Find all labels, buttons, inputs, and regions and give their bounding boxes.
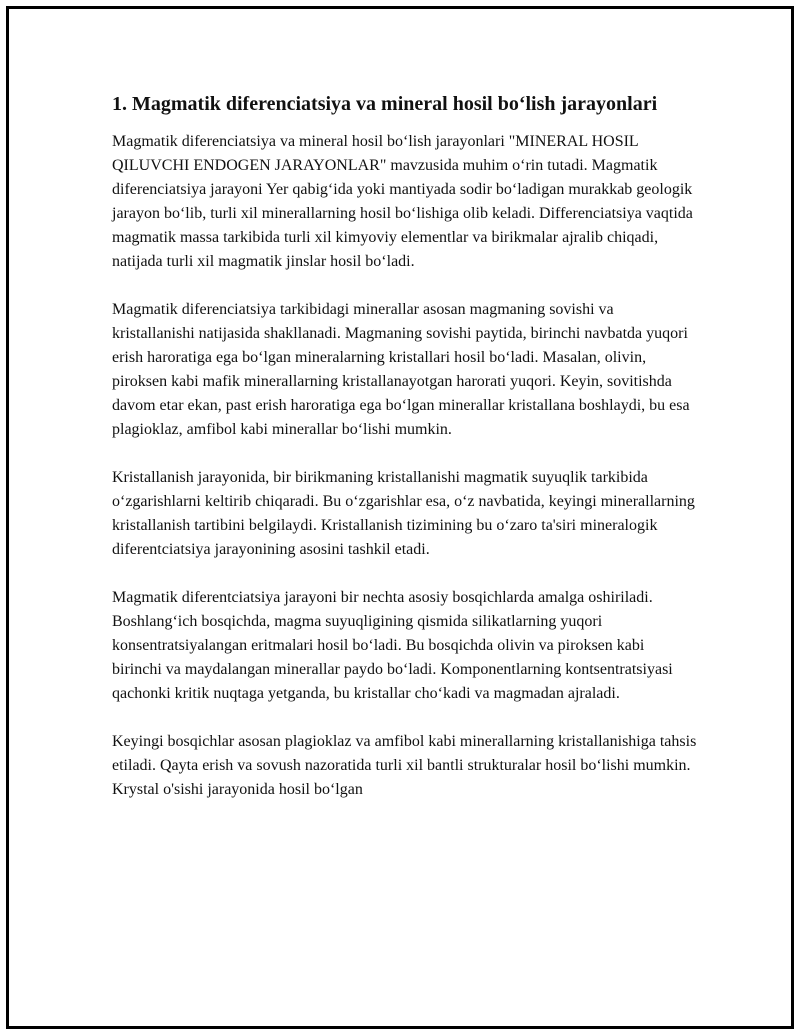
paragraph-crystallization-interaction: Kristallanish jarayonida, bir birikmaning kristallanishi magmatik suyuqlik tarkibida o‘zgarishlarni keltirib chiqaradi. Bu o‘zgarishlar esa, o‘z navbatida, keyingi minerallarning kristallanish tartibini belgilaydi. Kristallanish tizimining bu o‘zaro ta'siri mineralogik diferentciatsiya jarayonining asosini tashkil etadi. [112, 469, 695, 558]
paragraph-crystallization-order: Magmatik diferenciatsiya tarkibidagi minerallar asosan magmaning sovishi va kristallanishi natijasida shakllanadi. Magmaning sovishi paytida, birinchi navbatda yuqori erish haroratiga ega bo‘lgan mineralarning kristallari hosil bo‘ladi. Masalan, olivin, piroksen kabi mafik minerallarning kristallanayotgan harorati yuqori. Keyin, sovitishda davom etar ekan, past erish haroratiga ega bo‘lgan minerallar kristallana boshlaydi, bu esa plagioklaz, amfibol kabi minerallar bo‘lishi mumkin. [112, 301, 690, 438]
document-body [112, 90, 697, 826]
paragraph-stages: Magmatik diferentciatsiya jarayoni bir nechta asosiy bosqichlarda amalga oshiriladi. Boshlang‘ich bosqichda, magma suyuqligining qismida silikatlarning yuqori konsentratsiyalangan eritmalari hosil bo‘ladi. Bu bosqichda olivin va piroksen kabi birinchi va maydalangan minerallar paydo bo‘ladi. Komponentlarning kontsentratsiyasi qachonki kritik nuqtaga yetganda, bu kristallar cho‘kadi va magmadan ajraladi. [112, 589, 673, 702]
section-heading: 1. Magmatik diferenciatsiya va mineral hosil bo‘lish jarayonlari [112, 93, 658, 115]
paragraph-intro: Magmatik diferenciatsiya va mineral hosil bo‘lish jarayonlari "MINERAL HOSIL QILUVCHI ENDOGEN JARAYONLAR" mavzusida muhim o‘rin tutadi. Magmatik diferenciatsiya jarayoni Yer qabig‘ida yoki mantiyada sodir bo‘ladigan murakkab geologik jarayon bo‘lib, turli xil minerallarning hosil bo‘lishiga olib keladi. Differenciatsiya vaqtida magmatik massa tarkibida turli xil kimyoviy elementlar va birikmalar ajralib chiqadi, natijada turli xil magmatik jinslar hosil bo‘ladi. [112, 133, 693, 270]
paragraph-later-stages: Keyingi bosqichlar asosan plagioklaz va amfibol kabi minerallarning kristallanishiga tahsis etiladi. Qayta erish va sovush nazoratida turli xil bantli strukturalar hosil bo‘lishi mumkin. Krystal o'sishi jarayonida hosil bo‘lgan [112, 733, 697, 798]
